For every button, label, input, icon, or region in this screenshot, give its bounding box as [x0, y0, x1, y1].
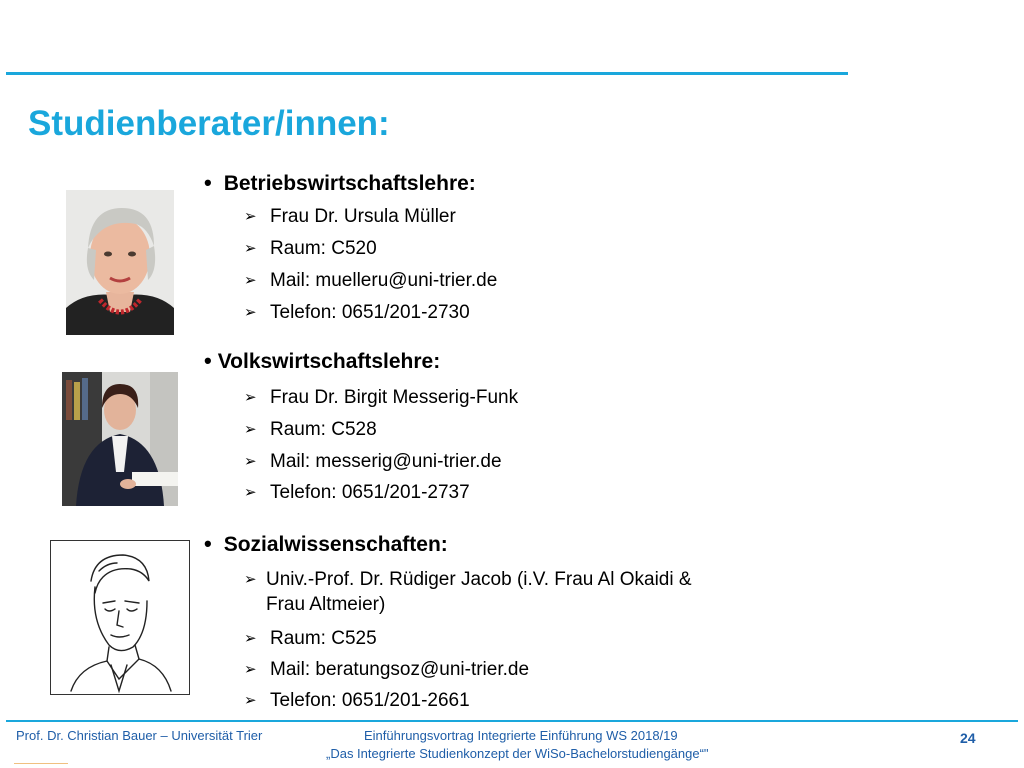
arrow-bullet-icon: ➢ — [244, 240, 257, 257]
footer-course-subtitle: „Das Integrierte Studienkonzept der WiSo-Bachelorstudiengänge“" — [326, 746, 709, 761]
arrow-bullet-icon: ➢ — [244, 630, 257, 647]
bullet-icon: • — [204, 170, 212, 195]
bullet-icon: • — [204, 348, 212, 373]
photo-ruediger-jacob-sketch — [50, 540, 190, 695]
footer-mark — [14, 763, 68, 764]
arrow-bullet-icon: ➢ — [244, 421, 257, 438]
list-item: ➢ Telefon: 0651/201-2737 — [244, 482, 470, 503]
arrow-bullet-icon: ➢ — [244, 304, 257, 321]
footer-author: Prof. Dr. Christian Bauer – Universität Trier — [16, 728, 263, 743]
bullet-icon: • — [204, 531, 212, 556]
footer-course-title: Einführungsvortrag Integrierte Einführung WS 2018/19 — [364, 728, 678, 743]
arrow-bullet-icon: ➢ — [244, 453, 257, 470]
arrow-bullet-icon: ➢ — [244, 272, 257, 289]
section-heading-vwl: • Volkswirtschaftslehre: — [204, 348, 441, 373]
arrow-bullet-icon: ➢ — [244, 389, 257, 406]
list-item-continuation: Frau Altmeier) — [266, 594, 386, 615]
footer-rule — [6, 720, 1018, 722]
section-heading-bwl: • Betriebswirtschaftslehre: — [204, 170, 476, 195]
list-item: ➢ Telefon: 0651/201-2661 — [244, 690, 470, 711]
arrow-bullet-icon: ➢ — [244, 571, 257, 588]
header-rule — [6, 72, 848, 75]
list-item: ➢ Mail: muelleru@uni-trier.de — [244, 270, 498, 291]
list-item: ➢ Raum: C520 — [244, 238, 377, 259]
list-item: ➢ Univ.-Prof. Dr. Rüdiger Jacob (i.V. Frau Al Okaidi & — [244, 569, 692, 590]
list-item: ➢ Raum: C525 — [244, 628, 377, 649]
slide-title: Studienberater/innen: — [28, 104, 390, 143]
list-item: ➢ Mail: beratungsoz@uni-trier.de — [244, 659, 530, 680]
section-heading-sowi: • Sozialwissenschaften: — [204, 531, 448, 556]
photo-birgit-messerig-funk — [62, 372, 178, 506]
arrow-bullet-icon: ➢ — [244, 484, 257, 501]
page-number: 24 — [960, 730, 976, 746]
list-item: ➢ Frau Dr. Ursula Müller — [244, 206, 456, 227]
photo-ursula-mueller — [66, 190, 174, 335]
arrow-bullet-icon: ➢ — [244, 661, 257, 678]
arrow-bullet-icon: ➢ — [244, 692, 257, 709]
list-item: ➢ Mail: messerig@uni-trier.de — [244, 451, 502, 472]
arrow-bullet-icon: ➢ — [244, 208, 257, 225]
list-item: ➢ Telefon: 0651/201-2730 — [244, 302, 470, 323]
list-item: ➢ Raum: C528 — [244, 419, 377, 440]
list-item: ➢ Frau Dr. Birgit Messerig-Funk — [244, 387, 519, 408]
